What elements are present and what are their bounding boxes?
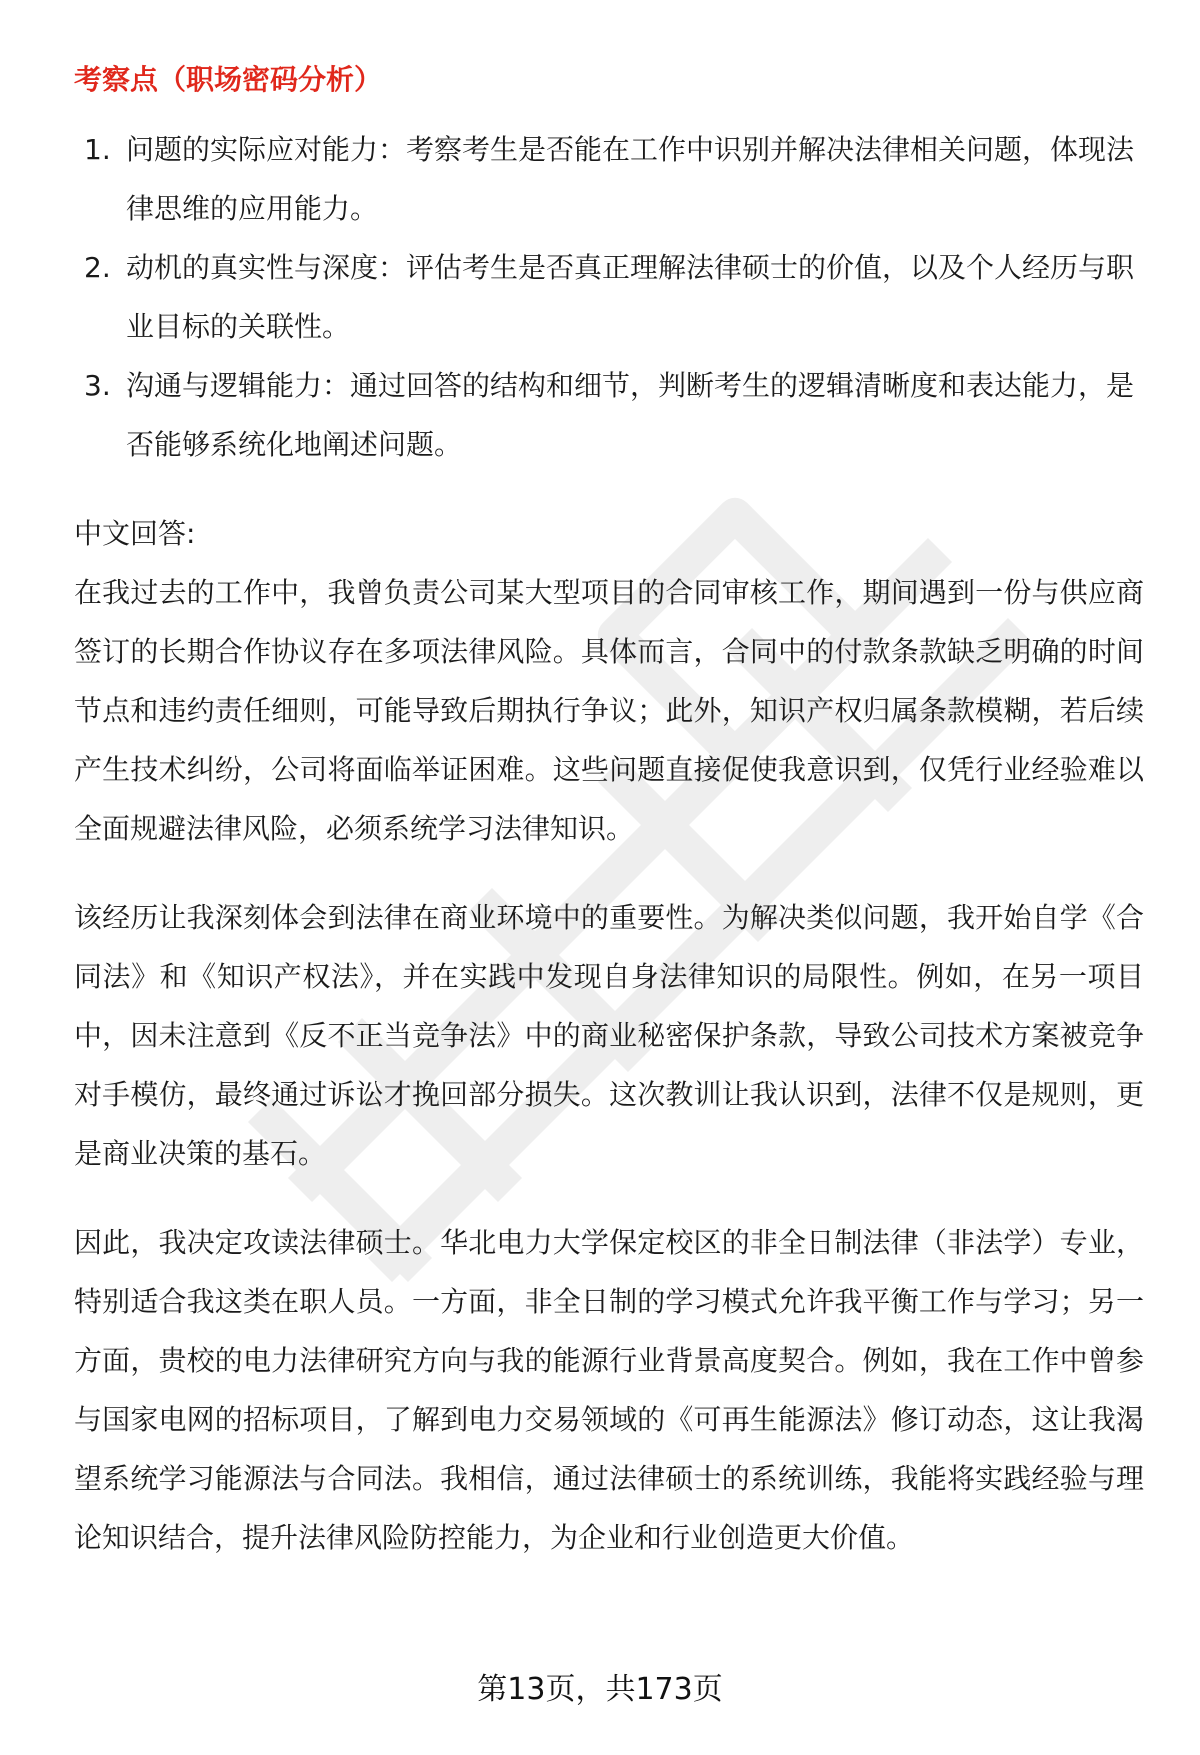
page-number-footer: 第13页，共173页	[477, 1672, 723, 1707]
list-item-text: 动机的真实性与深度：评估考生是否真正理解法律硕士的价值，以及个人经历与职业目标的关联性。	[126, 251, 1135, 343]
answer-heading: 中文回答:	[74, 517, 196, 550]
section-title: 考察点（职场密码分析）	[74, 63, 383, 96]
answer-paragraph: 该经历让我深刻体会到法律在商业环境中的重要性。为解决类似问题，我开始自学《合同法》和《知识产权法》，并在实践中发现自身法律知识的局限性。例如，在另一项目中，因未注意到《反不正当竞争法》中的商业秘密保护条款，导致公司技术方案被竞争对手模仿，最终通过诉讼才挽回部分损失。这次教训让我认识到，法律不仅是规则，更是商业决策的基石。	[74, 901, 1144, 1170]
answer-paragraph: 在我过去的工作中，我曾负责公司某大型项目的合同审核工作，期间遇到一份与供应商签订的长期合作协议存在多项法律风险。具体而言，合同中的付款条款缺乏明确的时间节点和违约责任细则，可能导致后期执行争议；此外，知识产权归属条款模糊，若后续产生技术纠纷，公司将面临举证困难。这些问题直接促使我意识到，仅凭行业经验难以全面规避法律风险，必须系统学习法律知识。	[74, 576, 1144, 845]
list-number: 3.	[84, 369, 111, 402]
list-number: 2.	[84, 251, 111, 284]
answer-paragraph: 因此，我决定攻读法律硕士。华北电力大学保定校区的非全日制法律（非法学）专业，特别适合我这类在职人员。一方面，非全日制的学习模式允许我平衡工作与学习；另一方面，贵校的电力法律研究方向与我的能源行业背景高度契合。例如，我在工作中曾参与国家电网的招标项目，了解到电力交易领域的《可再生能源法》修订动态，这让我渴望系统学习能源法与合同法。我相信，通过法律硕士的系统训练，我能将实践经验与理论知识结合，提升法律风险防控能力，为企业和行业创造更大价值。	[74, 1226, 1144, 1554]
list-item	[74, 120, 1144, 238]
assessment-points-list	[74, 120, 1144, 474]
main-content	[74, 56, 1144, 1567]
list-item	[74, 238, 1144, 356]
list-item-text: 沟通与逻辑能力：通过回答的结构和细节，判断考生的逻辑清晰度和表达能力，是否能够系统化地阐述问题。	[126, 369, 1135, 461]
list-number: 1.	[84, 133, 111, 166]
list-item	[74, 356, 1144, 474]
list-item-text: 问题的实际应对能力：考察考生是否能在工作中识别并解决法律相关问题，体现法律思维的应用能力。	[126, 133, 1135, 225]
